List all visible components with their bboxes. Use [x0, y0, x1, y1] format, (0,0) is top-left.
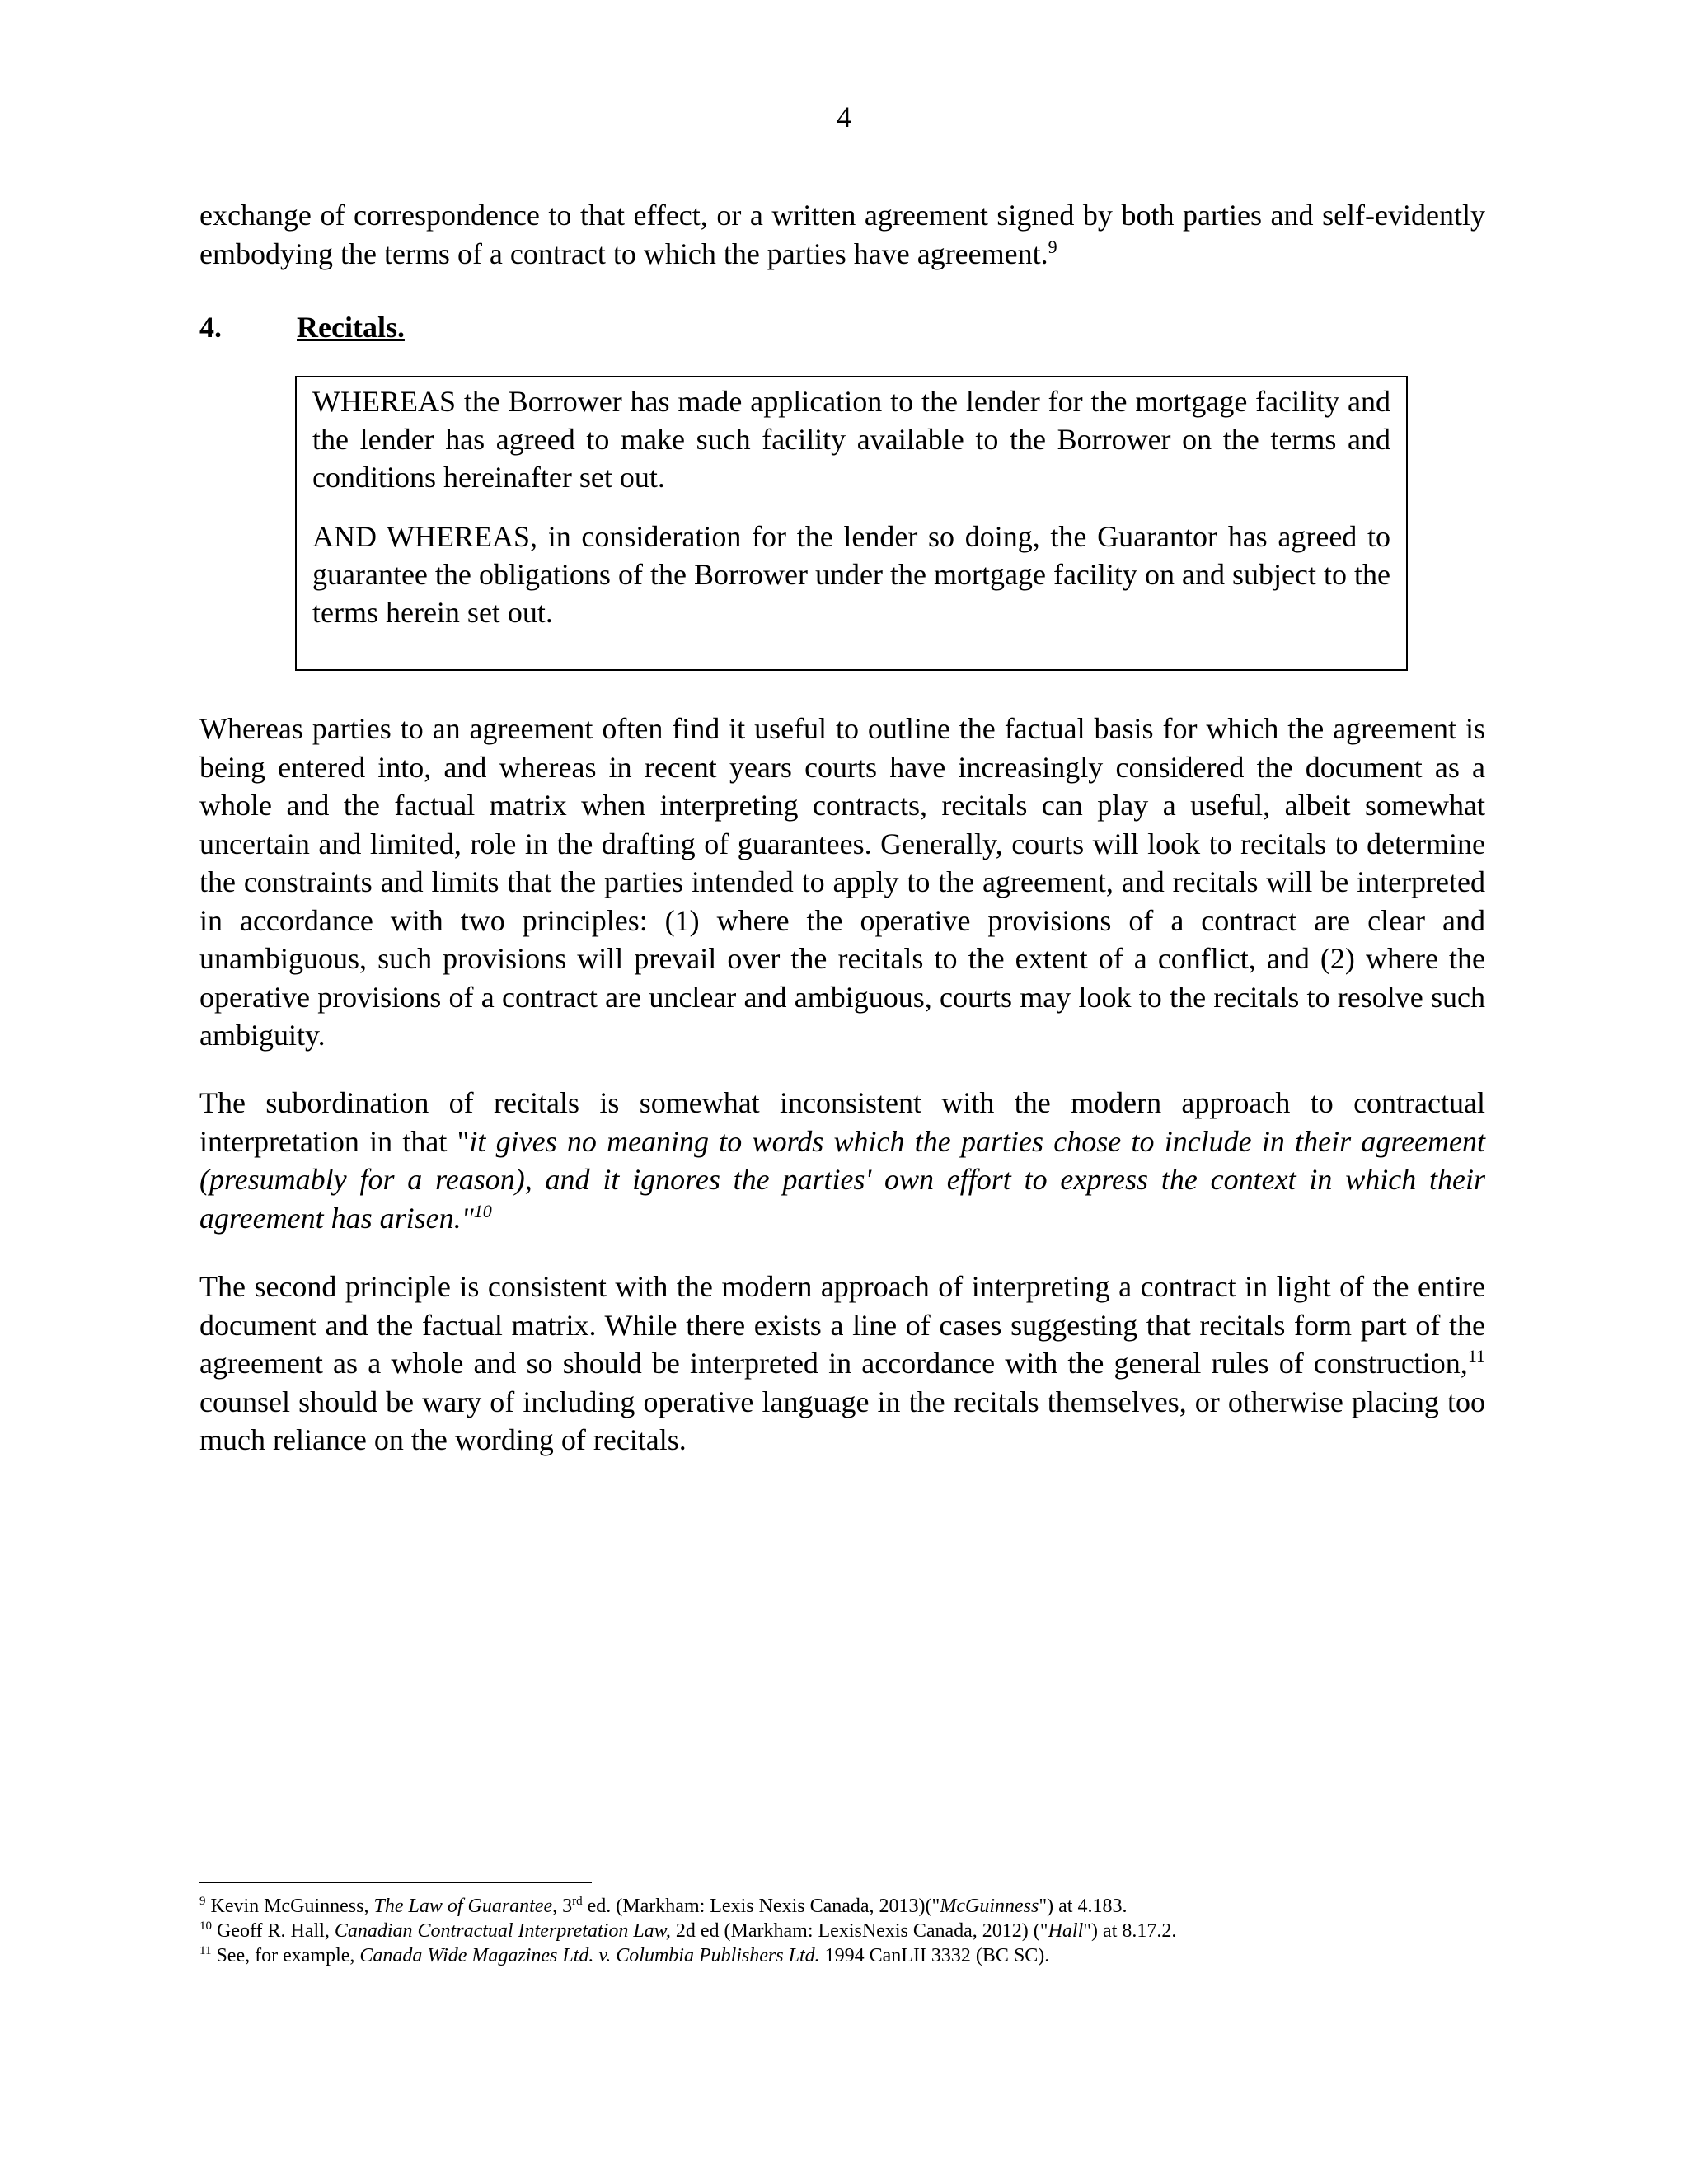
footnote-citation: 2d ed (Markham: LexisNexis Canada, 2012) ("	[670, 1920, 1048, 1942]
footnote-citation: 1994 CanLII 3332 (BC SC).	[819, 1945, 1050, 1966]
footnote-number: 10	[199, 1919, 212, 1933]
paragraph-second-principle-a: The second principle is consistent with the modern approach of interpreting a contract in light of the entire document and the factual matrix. While there exists a line of cases suggesting that recitals form part of the agreement as a whole and so should be interpreted in accordance with the general rules of construction,	[199, 1270, 1485, 1380]
footnote-number: 9	[199, 1895, 206, 1908]
footnote-ref-11[interactable]: 11	[1467, 1346, 1485, 1366]
footnote-ref-10-text: 10	[473, 1200, 492, 1221]
paragraph-second-principle-b: counsel should be wary of including operative language in the recitals themselves, or otherwise placing too much reliance on the wording of recitals.	[199, 1385, 1485, 1456]
page-number: 4	[837, 101, 851, 134]
footnote-edition-suffix: rd	[572, 1895, 583, 1908]
footnote-author: Geoff R. Hall,	[212, 1920, 335, 1942]
footnote-pinpoint: ") at 8.17.2.	[1083, 1920, 1177, 1942]
recital-whereas: WHEREAS the Borrower has made application to the lender for the mortgage facility and the lender has agreed to make such facility available to the Borrower on the terms and conditions hereinafter set out.	[312, 385, 1390, 494]
footnote-author: See, for example,	[211, 1945, 360, 1966]
footnote-citation: ed. (Markham: Lexis Nexis Canada, 2013)("	[582, 1896, 940, 1917]
footnote-number: 11	[199, 1944, 212, 1957]
footnote-pinpoint: ") at 4.183.	[1039, 1896, 1128, 1917]
footnotes	[199, 1894, 1485, 1968]
section-title: Recitals.	[297, 311, 405, 344]
footnote-9	[199, 1894, 1485, 1919]
footnote-short-title: McGuinness	[940, 1896, 1039, 1917]
intro-text: exchange of correspondence to that effect, or a written agreement signed by both parties and self-evidently embodying the terms of a contract to which the parties have agreement.	[199, 199, 1485, 270]
footnote-title: Canada Wide Magazines Ltd. v. Columbia Publishers Ltd.	[359, 1945, 820, 1966]
quote-hall: it gives no meaning to words which the parties chose to include in their agreement (presumably for a reason), and it ignores the parties' own effort to express the context in which their agreement has arisen."	[199, 1124, 1486, 1235]
footnote-ref-10[interactable]	[474, 1201, 492, 1221]
paragraph-subordination-lead: The subordination of recitals is somewhat inconsistent with the modern approach to contractual interpretation in that "	[199, 1086, 1485, 1158]
recitals-box	[295, 376, 1408, 671]
footnote-short-title: Hall	[1048, 1920, 1084, 1942]
footnote-title: The Law of Guarantee,	[373, 1896, 558, 1917]
intro-paragraph	[199, 196, 1485, 273]
footnote-edition: 3	[557, 1896, 573, 1917]
footnote-author: Kevin McGuinness,	[205, 1896, 374, 1917]
footnote-11	[199, 1943, 1485, 1968]
recital-and-whereas: AND WHEREAS, in consideration for the lender so doing, the Guarantor has agreed to guarantee the obligations of the Borrower under the mortgage facility on and subject to the terms herein set out.	[312, 520, 1390, 629]
footnote-title: Canadian Contractual Interpretation Law,	[334, 1920, 671, 1942]
paragraph-principles: Whereas parties to an agreement often find it useful to outline the factual basis for which the agreement is being entered into, and whereas in recent years courts have increasingly considered the document as a whole and the factual matrix when interpreting contracts, recitals can play a useful, albeit somewhat uncertain and limited, role in the drafting of guarantees. Generally, courts will look to recitals to determine the constraints and limits that the parties intended to apply to the agreement, and recitals will be interpreted in accordance with two principles: (1) where the operative provisions of a contract are clear and unambiguous, such provisions will prevail over the recitals to the extent of a conflict, and (2) where the operative provisions of a contract are unclear and ambiguous, courts may look to the recitals to resolve such ambiguity.	[199, 712, 1485, 1052]
paragraph-second-principle	[199, 1268, 1485, 1460]
footnote-10	[199, 1919, 1485, 1943]
paragraph-subordination	[199, 1084, 1485, 1237]
footnote-divider	[199, 1882, 592, 1883]
footnote-ref-9[interactable]: 9	[1048, 236, 1057, 257]
section-heading	[199, 308, 405, 346]
section-number: 4.	[199, 311, 222, 344]
